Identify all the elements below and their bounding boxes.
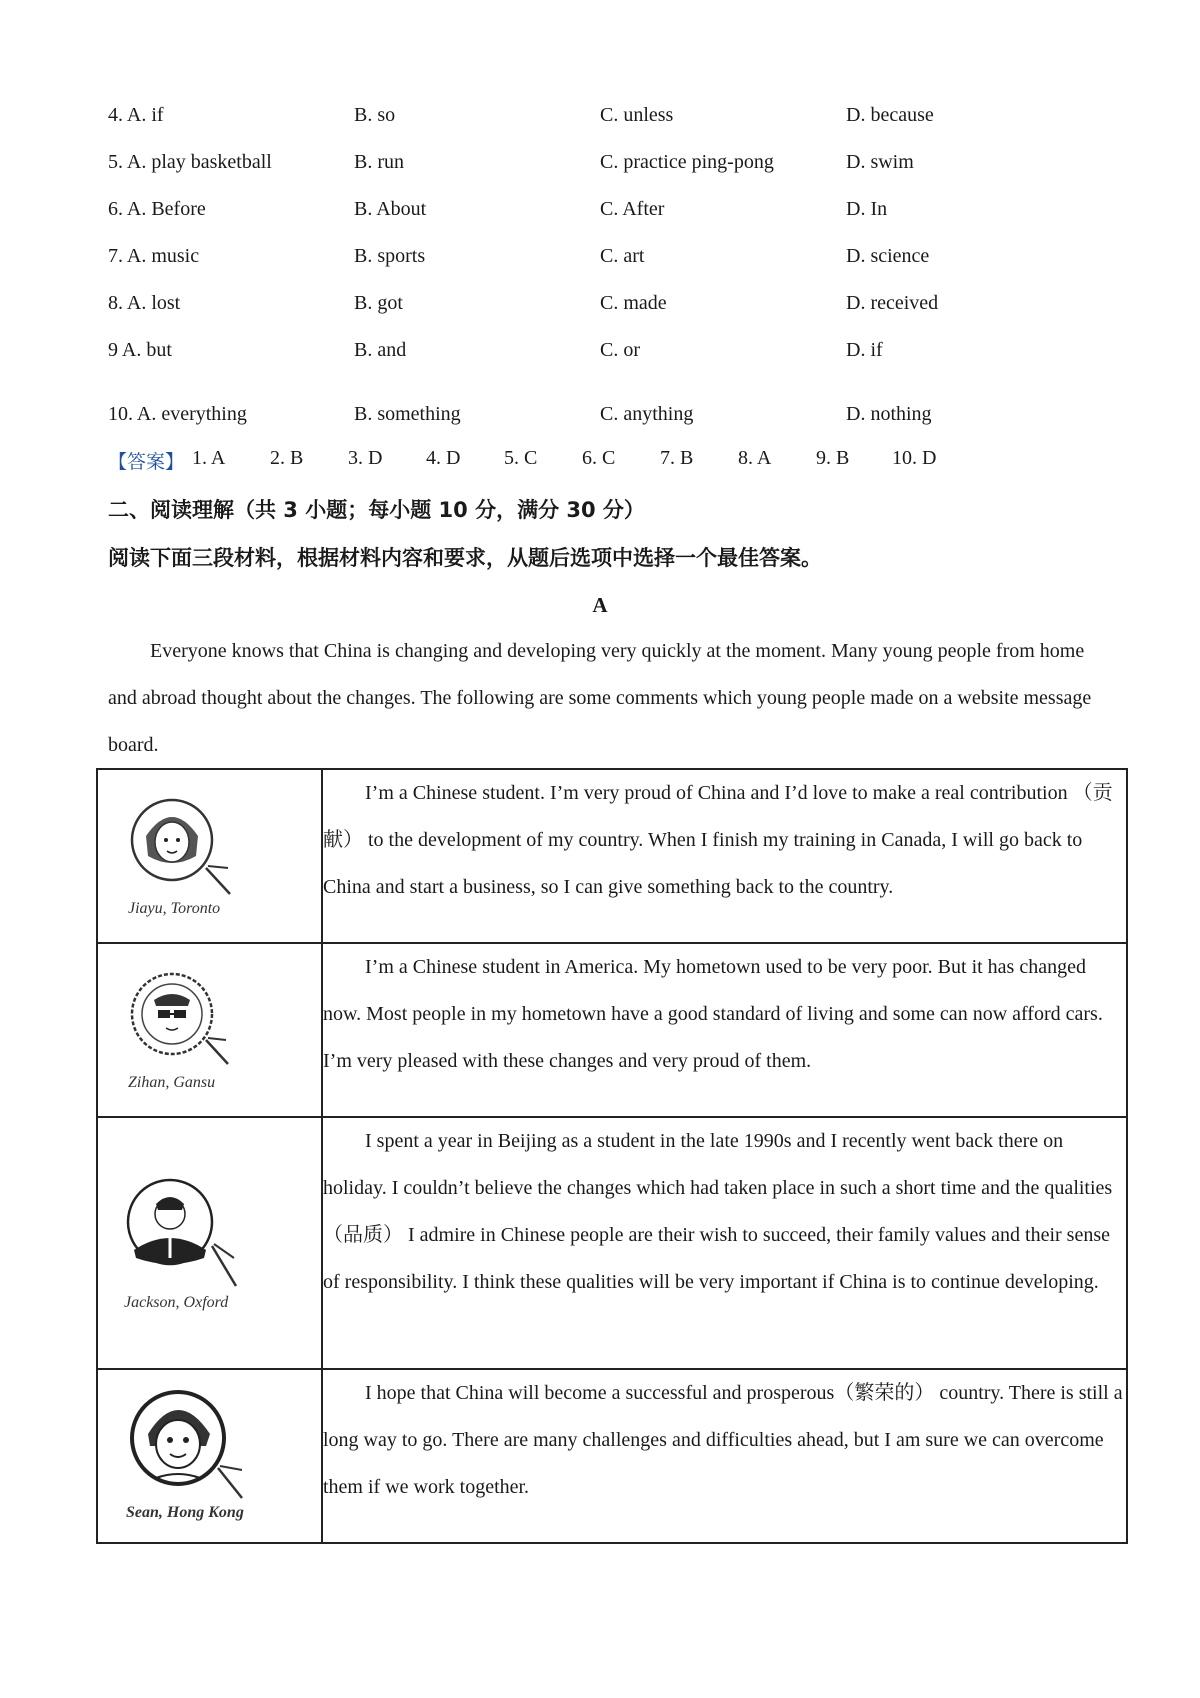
answer-item: 3. D	[348, 447, 383, 469]
option-a: 9 A. but	[108, 339, 172, 361]
avatar-cell	[97, 943, 322, 1117]
option-a: 6. A. Before	[108, 198, 206, 220]
avatar-caption: Sean, Hong Kong	[126, 1504, 244, 1521]
option-d: D. nothing	[846, 403, 932, 425]
option-b: B. About	[354, 198, 427, 220]
answer-key	[108, 447, 937, 474]
avatar-icon	[124, 970, 244, 1070]
option-b: B. run	[354, 151, 404, 173]
question-row-9	[0, 339, 1200, 369]
avatar-cell	[97, 1369, 322, 1543]
intro-paragraph	[108, 628, 1098, 769]
comment-cell	[322, 769, 1127, 943]
answer-item: 2. B	[270, 447, 304, 469]
section-heading: 二、阅读理解（共 3 小题；每小题 10 分，满分 30 分）	[108, 498, 645, 522]
answer-item: 5. C	[504, 447, 538, 469]
option-b: B. sports	[354, 245, 426, 267]
question-row-10	[0, 403, 1200, 433]
avatar-caption: Jackson, Oxford	[124, 1294, 229, 1311]
option-a: 5. A. play basketball	[108, 151, 272, 173]
option-c: C. art	[600, 245, 645, 267]
avatar-icon	[124, 796, 244, 896]
option-c: C. practice ping-pong	[600, 151, 774, 173]
comment-text: I spent a year in Beijing as a student in the late 1990s and I recently went back there on holiday. I couldn’t believe the changes which had taken place in such a short time and the qualities （品质） I admire in Chinese people are their wish to succeed, their family values and their sense of responsibility. I think these qualities will be very important if China is to continue developing.	[323, 1130, 1113, 1293]
question-row-6	[0, 198, 1200, 228]
answer-item: 9. B	[816, 447, 850, 469]
question-row-4	[0, 104, 1200, 134]
option-d: D. if	[846, 339, 883, 361]
section-instruction: 阅读下面三段材料，根据材料内容和要求，从题后选项中选择一个最佳答案。	[108, 546, 822, 570]
option-d: D. because	[846, 104, 934, 126]
comment-text: I’m a Chinese student in America. My hometown used to be very poor. But it has changed now. Most people in my hometown have a good standard of living and some can now afford cars. I’m very pleased with these changes and very proud of them.	[323, 956, 1103, 1072]
answer-item: 8. A	[738, 447, 772, 469]
avatar-cell	[97, 769, 322, 943]
option-a: 8. A. lost	[108, 292, 181, 314]
comment-text: I’m a Chinese student. I’m very proud of China and I’d love to make a real contribution （贡献） to the development of my country. When I finish my training in Canada, I will go back to China and start a business, so I can give something back to the country.	[323, 782, 1113, 898]
option-b: B. got	[354, 292, 403, 314]
answer-tag: 【答案】	[108, 451, 185, 473]
option-d: D. In	[846, 198, 888, 220]
avatar-cell	[97, 1117, 322, 1369]
avatar-icon	[120, 1174, 250, 1294]
comment-cell	[322, 1117, 1127, 1369]
option-b: B. something	[354, 403, 461, 425]
option-a: 7. A. music	[108, 245, 200, 267]
passage-title: A	[592, 593, 608, 617]
option-c: C. made	[600, 292, 667, 314]
comment-cell	[322, 1369, 1127, 1543]
option-a: 10. A. everything	[108, 403, 247, 425]
option-d: D. received	[846, 292, 939, 314]
option-b: B. so	[354, 104, 396, 126]
question-row-5	[0, 151, 1200, 181]
question-row-8	[0, 292, 1200, 322]
comment-text: I hope that China will become a successful and prosperous（繁荣的） country. There is still a long way to go. There are many challenges and difficulties ahead, but I am sure we can overcome them if we work together.	[323, 1382, 1123, 1498]
table-row	[97, 1369, 1127, 1543]
avatar-icon	[126, 1382, 256, 1502]
avatar-caption: Jiayu, Toronto	[128, 900, 221, 917]
comment-cell	[322, 943, 1127, 1117]
option-d: D. swim	[846, 151, 914, 173]
option-c: C. unless	[600, 104, 674, 126]
answer-item: 7. B	[660, 447, 694, 469]
option-a: 4. A. if	[108, 104, 164, 126]
answer-item: 1. A	[192, 447, 226, 469]
option-b: B. and	[354, 339, 407, 361]
option-c: C. After	[600, 198, 665, 220]
option-c: C. anything	[600, 403, 694, 425]
option-d: D. science	[846, 245, 930, 267]
table-row	[97, 943, 1127, 1117]
table-row	[97, 1117, 1127, 1369]
intro-text: Everyone knows that China is changing and developing very quickly at the moment. Many young people from home and abroad thought about the changes. The following are some comments which young people made on a website message board.	[108, 640, 1092, 756]
avatar-caption: Zihan, Gansu	[128, 1074, 216, 1091]
message-board	[96, 768, 1128, 1544]
option-c: C. or	[600, 339, 640, 361]
answer-item: 4. D	[426, 447, 461, 469]
answer-item: 10. D	[892, 447, 937, 469]
table-row	[97, 769, 1127, 943]
question-row-7	[0, 245, 1200, 275]
answer-item: 6. C	[582, 447, 616, 469]
